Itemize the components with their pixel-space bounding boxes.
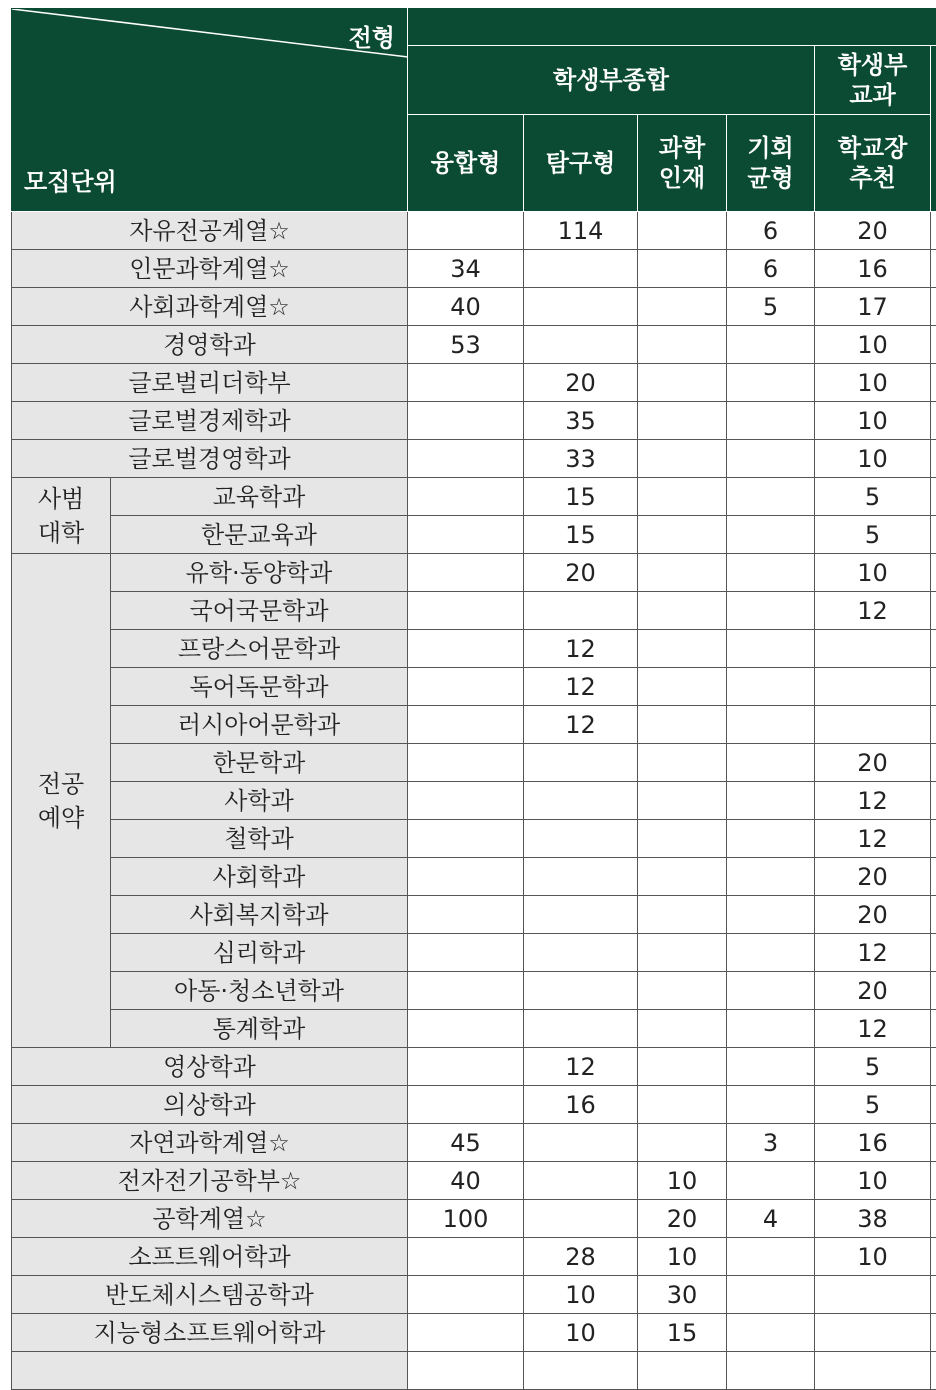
quota-cell <box>408 212 524 250</box>
cut-off-cell <box>931 1276 936 1314</box>
quota-cell <box>408 440 524 478</box>
quota-cell: 20 <box>815 896 931 934</box>
quota-cell <box>408 516 524 554</box>
cut-off-cell <box>931 1124 936 1162</box>
quota-cell <box>727 1238 815 1276</box>
admission-quota-table <box>11 8 936 1390</box>
cut-off-cell <box>931 744 936 782</box>
quota-cell <box>638 820 727 858</box>
table-row <box>12 402 936 440</box>
quota-cell <box>408 668 524 706</box>
quota-cell <box>727 858 815 896</box>
quota-cell <box>524 972 638 1010</box>
quota-cell: 15 <box>524 478 638 516</box>
table-row <box>12 1162 936 1200</box>
quota-cell <box>408 364 524 402</box>
quota-cell <box>524 782 638 820</box>
cut-off-cell <box>931 516 936 554</box>
table-row <box>12 1238 936 1276</box>
cut-off-cell <box>931 1200 936 1238</box>
quota-cell <box>408 820 524 858</box>
quota-cell: 20 <box>815 212 931 250</box>
quota-cell <box>638 326 727 364</box>
quota-cell <box>727 440 815 478</box>
quota-cell <box>408 934 524 972</box>
quota-cell <box>727 1352 815 1390</box>
quota-cell: 45 <box>408 1124 524 1162</box>
quota-cell: 34 <box>408 250 524 288</box>
quota-cell: 38 <box>815 1200 931 1238</box>
quota-cell: 12 <box>815 782 931 820</box>
quota-cell: 10 <box>815 364 931 402</box>
recruitment-unit-cell: 의상학과 <box>12 1086 408 1124</box>
recruitment-unit-cell: 글로벌경영학과 <box>12 440 408 478</box>
quota-cell: 30 <box>638 1276 727 1314</box>
quota-cell: 10 <box>815 440 931 478</box>
quota-cell <box>408 630 524 668</box>
quota-cell <box>638 478 727 516</box>
quota-cell: 15 <box>638 1314 727 1352</box>
table-row <box>12 516 936 554</box>
cut-off-cell <box>931 1048 936 1086</box>
quota-cell <box>638 1352 727 1390</box>
col-header-line: 융합형 <box>408 148 523 178</box>
recruitment-unit-cell: 글로벌리더학부 <box>12 364 408 402</box>
recruitment-unit-cell: 자유전공계열☆ <box>12 212 408 250</box>
quota-cell <box>638 1010 727 1048</box>
quota-cell <box>815 668 931 706</box>
quota-cell <box>408 1314 524 1352</box>
col-header-line: 기회 <box>727 133 814 163</box>
quota-cell <box>638 440 727 478</box>
cut-off-cell <box>931 858 936 896</box>
quota-cell <box>727 630 815 668</box>
corner-label-recruitment-unit: 모집단위 <box>24 167 117 197</box>
table-row <box>12 820 936 858</box>
cut-off-cell <box>931 782 936 820</box>
quota-cell <box>638 706 727 744</box>
recruitment-unit-cell: 한문교육과 <box>111 516 408 554</box>
quota-cell <box>727 896 815 934</box>
quota-cell: 28 <box>524 1238 638 1276</box>
quota-cell <box>524 1200 638 1238</box>
cut-off-cell <box>931 706 936 744</box>
col-header-line: 과학 <box>638 133 726 163</box>
table-row <box>12 364 936 402</box>
quota-cell <box>638 288 727 326</box>
quota-cell <box>727 1010 815 1048</box>
group-label-sabeom <box>12 478 111 554</box>
header-admission-type-spacer <box>408 9 936 46</box>
recruitment-unit-cell: 아동·청소년학과 <box>111 972 408 1010</box>
header-group-subject-line: 교과 <box>815 80 930 110</box>
quota-cell <box>524 288 638 326</box>
cut-off-cell <box>931 668 936 706</box>
table-row <box>12 782 936 820</box>
col-header-convergence <box>408 115 524 212</box>
quota-cell: 20 <box>638 1200 727 1238</box>
table-body <box>12 212 936 1390</box>
table-row <box>12 1086 936 1124</box>
cut-off-cell <box>931 1352 936 1390</box>
quota-cell <box>727 782 815 820</box>
quota-cell: 53 <box>408 326 524 364</box>
quota-cell <box>727 668 815 706</box>
quota-cell <box>524 934 638 972</box>
cut-off-cell <box>931 972 936 1010</box>
cut-off-cell <box>931 478 936 516</box>
recruitment-unit-cell: 한문학과 <box>111 744 408 782</box>
quota-cell: 16 <box>815 250 931 288</box>
cut-off-cell <box>931 326 936 364</box>
table-row <box>12 1048 936 1086</box>
quota-cell <box>727 1162 815 1200</box>
quota-cell <box>727 326 815 364</box>
cut-off-cell <box>931 1314 936 1352</box>
recruitment-unit-cell <box>12 1352 408 1390</box>
group-label-line: 전공 <box>12 767 110 801</box>
col-header-principal-recommendation <box>815 115 931 212</box>
quota-cell <box>408 1352 524 1390</box>
quota-cell: 10 <box>524 1314 638 1352</box>
table-row <box>12 630 936 668</box>
col-header-line: 균형 <box>727 163 814 193</box>
quota-cell <box>727 934 815 972</box>
quota-cell: 5 <box>815 1086 931 1124</box>
cut-off-cell <box>931 554 936 592</box>
table-row <box>12 326 936 364</box>
quota-cell <box>638 516 727 554</box>
cut-off-cell <box>931 1162 936 1200</box>
col-header-line: 탐구형 <box>524 148 637 178</box>
quota-cell <box>408 744 524 782</box>
recruitment-unit-cell: 글로벌경제학과 <box>12 402 408 440</box>
quota-cell: 6 <box>727 212 815 250</box>
table-row <box>12 1010 936 1048</box>
quota-cell: 10 <box>815 554 931 592</box>
cut-off-cell <box>931 440 936 478</box>
quota-cell: 40 <box>408 1162 524 1200</box>
group-label-line: 사범 <box>12 482 110 516</box>
quota-cell <box>815 1314 931 1352</box>
quota-cell <box>638 934 727 972</box>
recruitment-unit-cell: 러시아어문학과 <box>111 706 408 744</box>
quota-cell <box>408 1010 524 1048</box>
quota-cell: 16 <box>815 1124 931 1162</box>
quota-cell: 35 <box>524 402 638 440</box>
recruitment-unit-cell: 소프트웨어학과 <box>12 1238 408 1276</box>
quota-cell <box>638 1048 727 1086</box>
quota-cell <box>524 1162 638 1200</box>
quota-cell <box>408 896 524 934</box>
recruitment-unit-cell: 철학과 <box>111 820 408 858</box>
header-group-subject <box>815 46 931 115</box>
group-label-jeongong <box>12 554 111 1048</box>
quota-cell: 3 <box>727 1124 815 1162</box>
table-row <box>12 288 936 326</box>
quota-cell <box>408 402 524 440</box>
quota-cell <box>408 1048 524 1086</box>
table-row <box>12 744 936 782</box>
quota-cell <box>638 782 727 820</box>
quota-cell: 12 <box>524 630 638 668</box>
table-row <box>12 1200 936 1238</box>
quota-cell: 5 <box>815 1048 931 1086</box>
table-row <box>12 668 936 706</box>
quota-cell <box>638 1124 727 1162</box>
table-row <box>12 972 936 1010</box>
quota-cell <box>408 1276 524 1314</box>
recruitment-unit-cell: 사회학과 <box>111 858 408 896</box>
quota-cell <box>727 1086 815 1124</box>
quota-cell: 20 <box>524 554 638 592</box>
quota-cell: 12 <box>524 706 638 744</box>
table-row <box>12 478 936 516</box>
recruitment-unit-cell: 독어독문학과 <box>111 668 408 706</box>
quota-cell <box>727 972 815 1010</box>
quota-cell <box>408 782 524 820</box>
recruitment-unit-cell: 사회과학계열☆ <box>12 288 408 326</box>
quota-cell: 20 <box>524 364 638 402</box>
header-group-subject-line: 학생부 <box>815 50 930 80</box>
quota-cell: 20 <box>815 744 931 782</box>
quota-cell <box>638 896 727 934</box>
quota-cell <box>727 402 815 440</box>
cut-off-cell <box>931 402 936 440</box>
table-row <box>12 440 936 478</box>
cut-off-cell <box>931 212 936 250</box>
recruitment-unit-cell: 영상학과 <box>12 1048 408 1086</box>
quota-cell: 12 <box>815 592 931 630</box>
quota-cell <box>524 1352 638 1390</box>
quota-cell: 12 <box>815 934 931 972</box>
recruitment-unit-cell: 인문과학계열☆ <box>12 250 408 288</box>
quota-cell <box>524 820 638 858</box>
quota-cell: 20 <box>815 858 931 896</box>
group-label-line: 예약 <box>12 801 110 835</box>
quota-cell <box>815 1276 931 1314</box>
recruitment-unit-cell: 공학계열☆ <box>12 1200 408 1238</box>
quota-cell: 40 <box>408 288 524 326</box>
quota-cell <box>727 1314 815 1352</box>
quota-cell <box>408 478 524 516</box>
cut-off-cell <box>931 1086 936 1124</box>
header-group-subject-label <box>815 50 930 110</box>
quota-cell <box>638 744 727 782</box>
quota-cell <box>524 858 638 896</box>
table-row <box>12 212 936 250</box>
quota-cell <box>524 1010 638 1048</box>
table-row <box>12 896 936 934</box>
table-row <box>12 250 936 288</box>
cut-off-cell <box>931 934 936 972</box>
recruitment-unit-cell: 프랑스어문학과 <box>111 630 408 668</box>
col-header-line: 인재 <box>638 163 726 193</box>
quota-cell: 10 <box>638 1162 727 1200</box>
quota-cell <box>815 630 931 668</box>
table-row <box>12 592 936 630</box>
recruitment-unit-cell: 유학·동양학과 <box>111 554 408 592</box>
quota-cell: 10 <box>815 326 931 364</box>
quota-cell: 10 <box>815 402 931 440</box>
table-row <box>12 934 936 972</box>
quota-cell: 5 <box>815 478 931 516</box>
quota-cell <box>408 858 524 896</box>
quota-cell <box>638 592 727 630</box>
quota-cell <box>727 364 815 402</box>
quota-cell: 4 <box>727 1200 815 1238</box>
quota-cell <box>638 554 727 592</box>
quota-cell <box>524 1124 638 1162</box>
quota-cell <box>638 250 727 288</box>
quota-cell <box>408 1238 524 1276</box>
col-header-line: 학교장 <box>815 133 930 163</box>
cut-off-cell <box>931 820 936 858</box>
quota-cell: 17 <box>815 288 931 326</box>
quota-cell <box>638 212 727 250</box>
quota-cell: 5 <box>815 516 931 554</box>
col-header-science-talent <box>638 115 727 212</box>
recruitment-unit-cell: 심리학과 <box>111 934 408 972</box>
cut-off-cell <box>931 896 936 934</box>
quota-cell <box>524 250 638 288</box>
recruitment-unit-cell: 국어국문학과 <box>111 592 408 630</box>
col-header-inquiry <box>524 115 638 212</box>
quota-cell <box>524 326 638 364</box>
header-group-comprehensive: 학생부종합 <box>408 46 815 115</box>
quota-cell <box>638 630 727 668</box>
quota-cell <box>815 706 931 744</box>
quota-cell <box>638 364 727 402</box>
recruitment-unit-cell: 경영학과 <box>12 326 408 364</box>
quota-cell: 10 <box>815 1238 931 1276</box>
quota-cell: 6 <box>727 250 815 288</box>
quota-cell <box>524 744 638 782</box>
quota-cell: 12 <box>815 1010 931 1048</box>
quota-cell: 114 <box>524 212 638 250</box>
quota-cell: 20 <box>815 972 931 1010</box>
table-row <box>12 1314 936 1352</box>
corner-label-admission-type: 전형 <box>349 23 395 53</box>
quota-cell: 10 <box>638 1238 727 1276</box>
quota-cell: 15 <box>524 516 638 554</box>
quota-cell <box>815 1352 931 1390</box>
quota-cell: 10 <box>524 1276 638 1314</box>
quota-cell: 10 <box>815 1162 931 1200</box>
quota-cell <box>408 1086 524 1124</box>
quota-cell <box>727 820 815 858</box>
quota-cell <box>408 592 524 630</box>
table-row <box>12 554 936 592</box>
quota-cell <box>727 554 815 592</box>
table-row <box>12 1124 936 1162</box>
col-header-opportunity-balance <box>727 115 815 212</box>
header-cut-off-column <box>931 46 936 212</box>
quota-cell: 33 <box>524 440 638 478</box>
quota-cell <box>727 744 815 782</box>
quota-cell <box>727 1276 815 1314</box>
cut-off-cell <box>931 288 936 326</box>
cut-off-cell <box>931 1010 936 1048</box>
quota-cell <box>727 478 815 516</box>
table-row <box>12 706 936 744</box>
recruitment-unit-cell: 교육학과 <box>111 478 408 516</box>
cut-off-cell <box>931 592 936 630</box>
recruitment-unit-cell: 자연과학계열☆ <box>12 1124 408 1162</box>
quota-cell <box>638 668 727 706</box>
quota-cell: 5 <box>727 288 815 326</box>
table-corner-header <box>12 9 408 212</box>
quota-cell <box>638 1086 727 1124</box>
table-row <box>12 858 936 896</box>
quota-cell <box>727 592 815 630</box>
table-row <box>12 1352 936 1390</box>
quota-cell <box>524 896 638 934</box>
cut-off-cell <box>931 630 936 668</box>
recruitment-unit-cell: 전자전기공학부☆ <box>12 1162 408 1200</box>
quota-cell <box>638 402 727 440</box>
quota-cell <box>727 516 815 554</box>
col-header-line: 추천 <box>815 163 930 193</box>
quota-cell <box>727 1048 815 1086</box>
quota-cell <box>727 706 815 744</box>
table-row <box>12 1276 936 1314</box>
recruitment-unit-cell: 지능형소프트웨어학과 <box>12 1314 408 1352</box>
admission-table-container <box>11 8 936 1390</box>
cut-off-cell <box>931 364 936 402</box>
cut-off-cell <box>931 1238 936 1276</box>
quota-cell <box>408 972 524 1010</box>
quota-cell: 100 <box>408 1200 524 1238</box>
quota-cell <box>408 706 524 744</box>
quota-cell: 12 <box>524 668 638 706</box>
quota-cell <box>638 972 727 1010</box>
group-label-line: 대학 <box>12 516 110 550</box>
recruitment-unit-cell: 사회복지학과 <box>111 896 408 934</box>
quota-cell: 12 <box>524 1048 638 1086</box>
quota-cell: 12 <box>815 820 931 858</box>
cut-off-cell <box>931 250 936 288</box>
quota-cell <box>524 592 638 630</box>
recruitment-unit-cell: 통계학과 <box>111 1010 408 1048</box>
recruitment-unit-cell: 사학과 <box>111 782 408 820</box>
recruitment-unit-cell: 반도체시스템공학과 <box>12 1276 408 1314</box>
quota-cell <box>408 554 524 592</box>
quota-cell <box>638 858 727 896</box>
quota-cell: 16 <box>524 1086 638 1124</box>
